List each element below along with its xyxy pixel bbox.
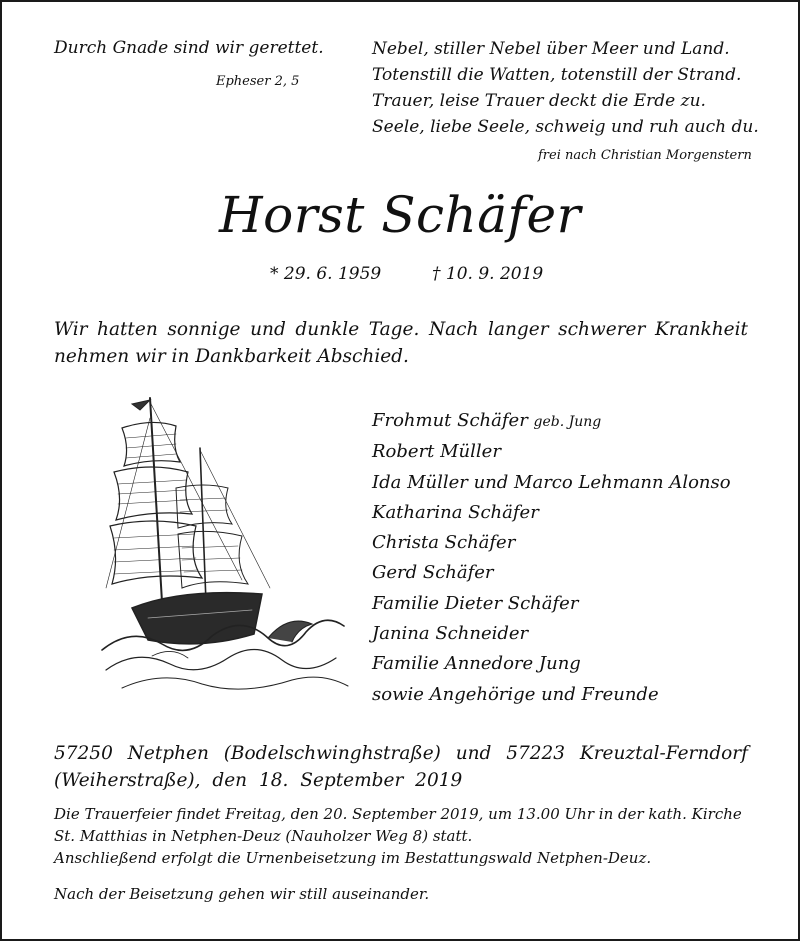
- service-details: Die Trauerfeier findet Freitag, den 20. September 2019, um 13.00 Uhr in der kath. Kirche St. Matthias in Netphen-Deuz (Nauholzer Weg 8) statt.: [54, 805, 742, 845]
- parting-note: Nach der Beisetzung gehen wir still auseinander.: [54, 885, 430, 903]
- mourner: Robert Müller: [372, 441, 501, 463]
- birth-date: * 29. 6. 1959: [270, 264, 382, 284]
- mourner: Gerd Schäfer: [372, 562, 494, 584]
- burial-details: Anschließend erfolgt die Urnenbeisetzung im Bestattungswald Netphen-Deuz.: [54, 849, 652, 867]
- poem-attribution: frei nach Christian Morgenstern: [538, 148, 752, 163]
- death-date: † 10. 9. 2019: [432, 264, 544, 284]
- mourner: Familie Annedore Jung: [372, 653, 581, 675]
- poem-line: Nebel, stiller Nebel über Meer und Land.: [372, 39, 730, 59]
- deceased-name: Horst Schäfer: [218, 186, 582, 244]
- bible-verse-source: Epheser 2, 5: [216, 74, 300, 89]
- mourner: Frohmut Schäfer geb. Jung: [372, 410, 602, 431]
- service-info: [54, 803, 748, 869]
- mourner: Katharina Schäfer: [372, 501, 539, 523]
- bible-verse: Durch Gnade sind wir gerettet.: [54, 38, 324, 58]
- poem-line: Trauer, leise Trauer deckt die Erde zu.: [372, 91, 706, 111]
- mourners-list: [372, 406, 731, 710]
- mourner: Janina Schneider: [372, 623, 529, 645]
- mourner: Ida Müller und Marco Lehmann Alonso: [372, 471, 731, 493]
- poem-line: Seele, liebe Seele, schweig und ruh auch du.: [372, 117, 759, 137]
- mourner: sowie Angehörige und Freunde: [372, 683, 659, 705]
- mourner: Christa Schäfer: [372, 532, 516, 554]
- place-and-date: 57250 Netphen (Bodelschwinghstraße) und 57223 Kreuztal-Ferndorf (Weiherstraße), den 18. September 2019: [54, 743, 748, 791]
- poem: [372, 36, 759, 140]
- intro-text: Wir hatten sonnige und dunkle Tage. Nach langer schwerer Krankheit nehmen wir in Dankbarkeit Abschied.: [54, 319, 748, 367]
- sailing-ship-illustration: [92, 388, 362, 700]
- poem-line: Totenstill die Watten, totenstill der Strand.: [372, 65, 742, 85]
- mourner: Familie Dieter Schäfer: [372, 592, 579, 614]
- mourner-suffix: geb. Jung: [533, 414, 602, 430]
